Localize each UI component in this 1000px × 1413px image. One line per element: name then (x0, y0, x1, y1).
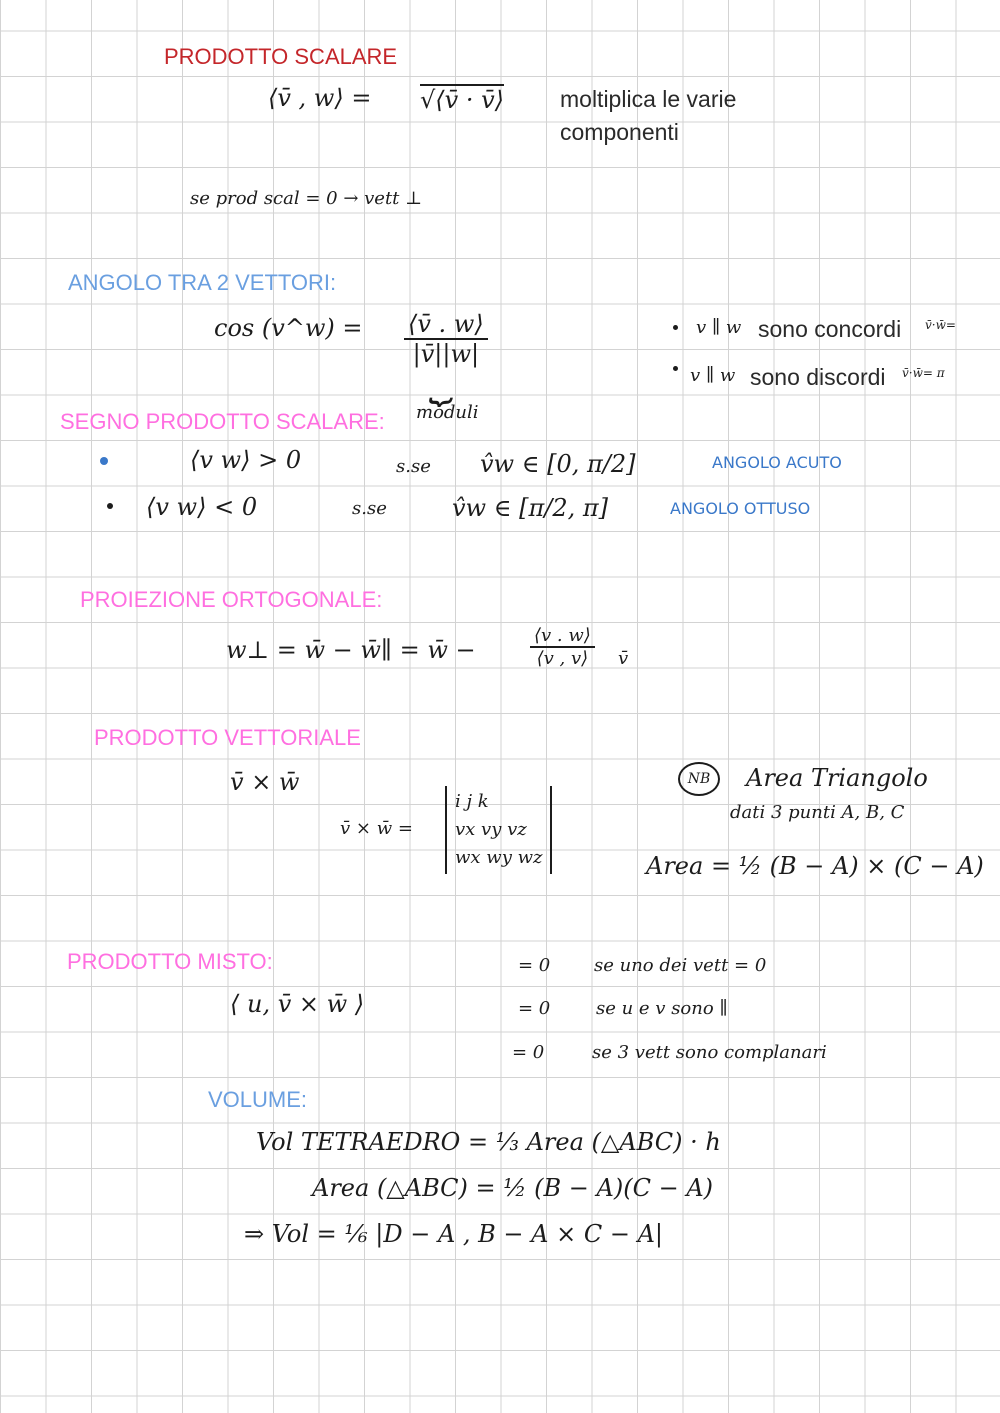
discordi-text: sono discordi (750, 364, 886, 390)
mixed-case-3: se 3 vett sono complanari (592, 1042, 827, 1063)
section-title-volume: VOLUME: (208, 1087, 308, 1112)
mixed-case-3-eq: = 0 (512, 1042, 545, 1063)
mixed-product-formula: ⟨ u, v̄ × w̄ ⟩ (230, 990, 365, 1018)
concordi-tail: v̄·w̄= (925, 318, 956, 332)
mixed-case-1: se uno dei vett = 0 (594, 955, 767, 976)
moduli-label: moduli (416, 402, 479, 423)
determinant-row-2: vx vy vz (455, 819, 527, 840)
negative-range: v̂w ∈ [π/2, π] (452, 494, 609, 522)
projection-numerator: ⟨v . w⟩ (530, 625, 595, 648)
determinant-row-1: i j k (455, 791, 489, 812)
determinant-matrix (445, 786, 552, 874)
positive-range: v̂w ∈ [0, π/2] (480, 450, 636, 478)
scalar-product-note-line1: moltiplica le varie (560, 86, 737, 112)
volume-line-3: ⇒ Vol = ⅙ |D − A , B − A × C − A| (244, 1220, 664, 1248)
volume-line-1: Vol TETRAEDRO = ⅓ Area (△ABC) · h (256, 1128, 721, 1156)
obtuse-angle-note: ANGOLO OTTUSO (670, 499, 811, 518)
scalar-product-formula-rhs: √⟨v̄ · v̄⟩ (420, 86, 505, 114)
angle-denominator: |v̄||w| (412, 340, 480, 368)
section-title-proiezione: PROIEZIONE ORTOGONALE: (80, 587, 383, 612)
mixed-case-2: se u e v sono ∥ (596, 998, 728, 1019)
scalar-product-formula-lhs: ⟨v̄ , w⟩ = (268, 84, 372, 112)
area-triangle-subtitle: dati 3 punti A, B, C (730, 802, 905, 823)
bullet-concordi (673, 325, 678, 330)
nb-badge: NB (678, 762, 720, 796)
concordi-hw: v ∥ w (696, 317, 742, 338)
bullet-ottuso (107, 503, 113, 509)
section-title-angolo: ANGOLO TRA 2 VETTORI: (68, 270, 337, 295)
volume-line-2: Area (△ABC) = ½ (B − A)(C − A) (312, 1174, 714, 1202)
positive-sse: s.se (396, 456, 431, 477)
acute-angle-note: ANGOLO ACUTO (712, 453, 842, 472)
projection-denominator: ⟨v , v⟩ (536, 648, 589, 669)
scalar-zero-rule: se prod scal = 0 → vett ⊥ (190, 188, 423, 209)
negative-formula: ⟨v w⟩ < 0 (146, 493, 258, 521)
concordi-text: sono concordi (758, 316, 902, 342)
projection-tail: v̄ (618, 648, 629, 669)
angle-formula-lhs: cos (v^w) = (214, 314, 363, 342)
discordi-hw: v ∥ w (690, 365, 736, 386)
mixed-case-1-eq: = 0 (518, 955, 551, 976)
mixed-case-2-eq: = 0 (518, 998, 551, 1019)
moduli-brace: ⏟ (430, 359, 454, 405)
scalar-product-note-line2: componenti (560, 119, 679, 145)
discordi-tail: v̄·w̄= π (902, 366, 945, 380)
cross-product-symbol: v̄ × w̄ (230, 768, 300, 796)
bullet-discordi (673, 366, 678, 371)
projection-formula-lhs: w⊥ = w̄ − w̄∥ = w̄ − (226, 636, 476, 664)
bullet-acuto (100, 457, 108, 465)
area-triangle-formula: Area = ½ (B − A) × (C − A) (646, 852, 984, 880)
section-title-misto: PRODOTTO MISTO: (67, 949, 273, 974)
negative-sse: s.se (352, 498, 387, 519)
section-title-vettoriale: PRODOTTO VETTORIALE (94, 725, 361, 750)
area-triangle-title: Area Triangolo (746, 764, 928, 792)
determinant-row-3: wx wy wz (455, 847, 543, 868)
determinant-lhs: v̄ × w̄ = (340, 818, 413, 839)
projection-fraction (530, 625, 595, 669)
section-title-segno: SEGNO PRODOTTO SCALARE: (60, 409, 385, 434)
section-title-prodotto-scalare: PRODOTTO SCALARE (164, 44, 398, 69)
angle-numerator: ⟨v̄ . w⟩ (404, 310, 488, 340)
positive-formula: ⟨v w⟩ > 0 (190, 446, 302, 474)
